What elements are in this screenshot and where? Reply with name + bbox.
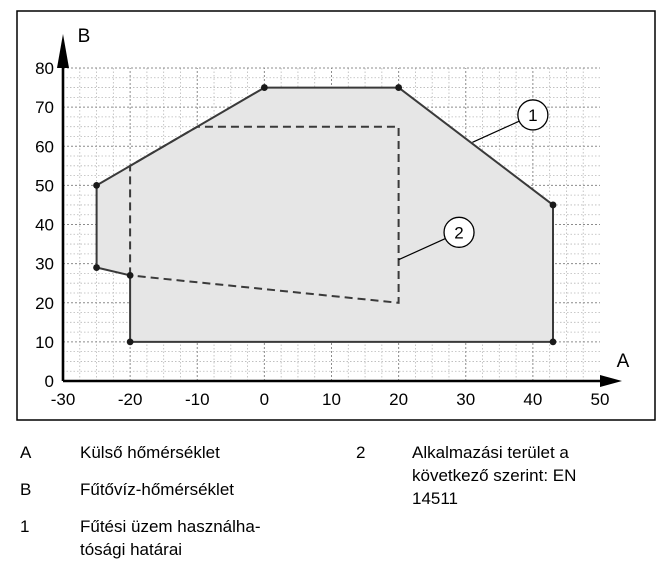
x-tick-label: 0	[259, 390, 270, 409]
series-1-marker	[550, 202, 557, 209]
x-tick-label: 40	[523, 390, 543, 409]
x-tick-label: 50	[590, 390, 610, 409]
y-axis-label: B	[77, 26, 91, 47]
x-tick-label: 10	[322, 390, 341, 409]
x-tick-label: -30	[50, 390, 76, 409]
legend-text-a: Külső hőmérséklet	[80, 443, 220, 462]
series-1-marker	[127, 272, 134, 279]
series-1-marker	[93, 264, 100, 271]
legend-text-2-line1: Alkalmazási terület a	[412, 443, 569, 462]
legend-text-b: Fűtővíz-hőmérséklet	[80, 480, 234, 499]
y-tick-label: 50	[35, 176, 54, 196]
legend-text-1-line1: Fűtési üzem használha-	[80, 517, 261, 536]
y-tick-label: 20	[35, 293, 54, 313]
legend-key-a: A	[20, 443, 32, 462]
legend-key-2: 2	[356, 443, 366, 462]
series-1-marker	[261, 84, 268, 91]
y-tick-label: 10	[35, 332, 54, 352]
legend-key-1: 1	[20, 517, 30, 536]
y-tick-label: 80	[35, 59, 54, 78]
y-tick-label: 70	[35, 98, 54, 118]
series-1-marker	[127, 338, 134, 345]
legend-key-b: B	[20, 480, 32, 499]
x-axis-label: A	[616, 351, 630, 372]
y-tick-label: 60	[35, 137, 54, 157]
legend-text-1-line2: tósági határai	[80, 540, 183, 559]
y-tick-label: 40	[35, 215, 54, 235]
x-tick-label: -10	[184, 390, 210, 409]
x-tick-label: 30	[456, 390, 476, 409]
legend-text-2-line2: következő szerint: EN	[412, 466, 577, 485]
callout-2-label: 2	[454, 223, 464, 243]
y-tick-label: 30	[35, 254, 54, 274]
y-tick-label: 0	[44, 372, 54, 391]
x-tick-label: 20	[389, 390, 409, 409]
series-1-marker	[395, 84, 402, 91]
series-1-marker	[93, 182, 100, 189]
x-tick-label: -20	[117, 390, 143, 409]
series-1-marker	[550, 338, 557, 345]
legend-text-2-line3: 14511	[412, 489, 459, 508]
callout-1-label: 1	[528, 105, 538, 125]
